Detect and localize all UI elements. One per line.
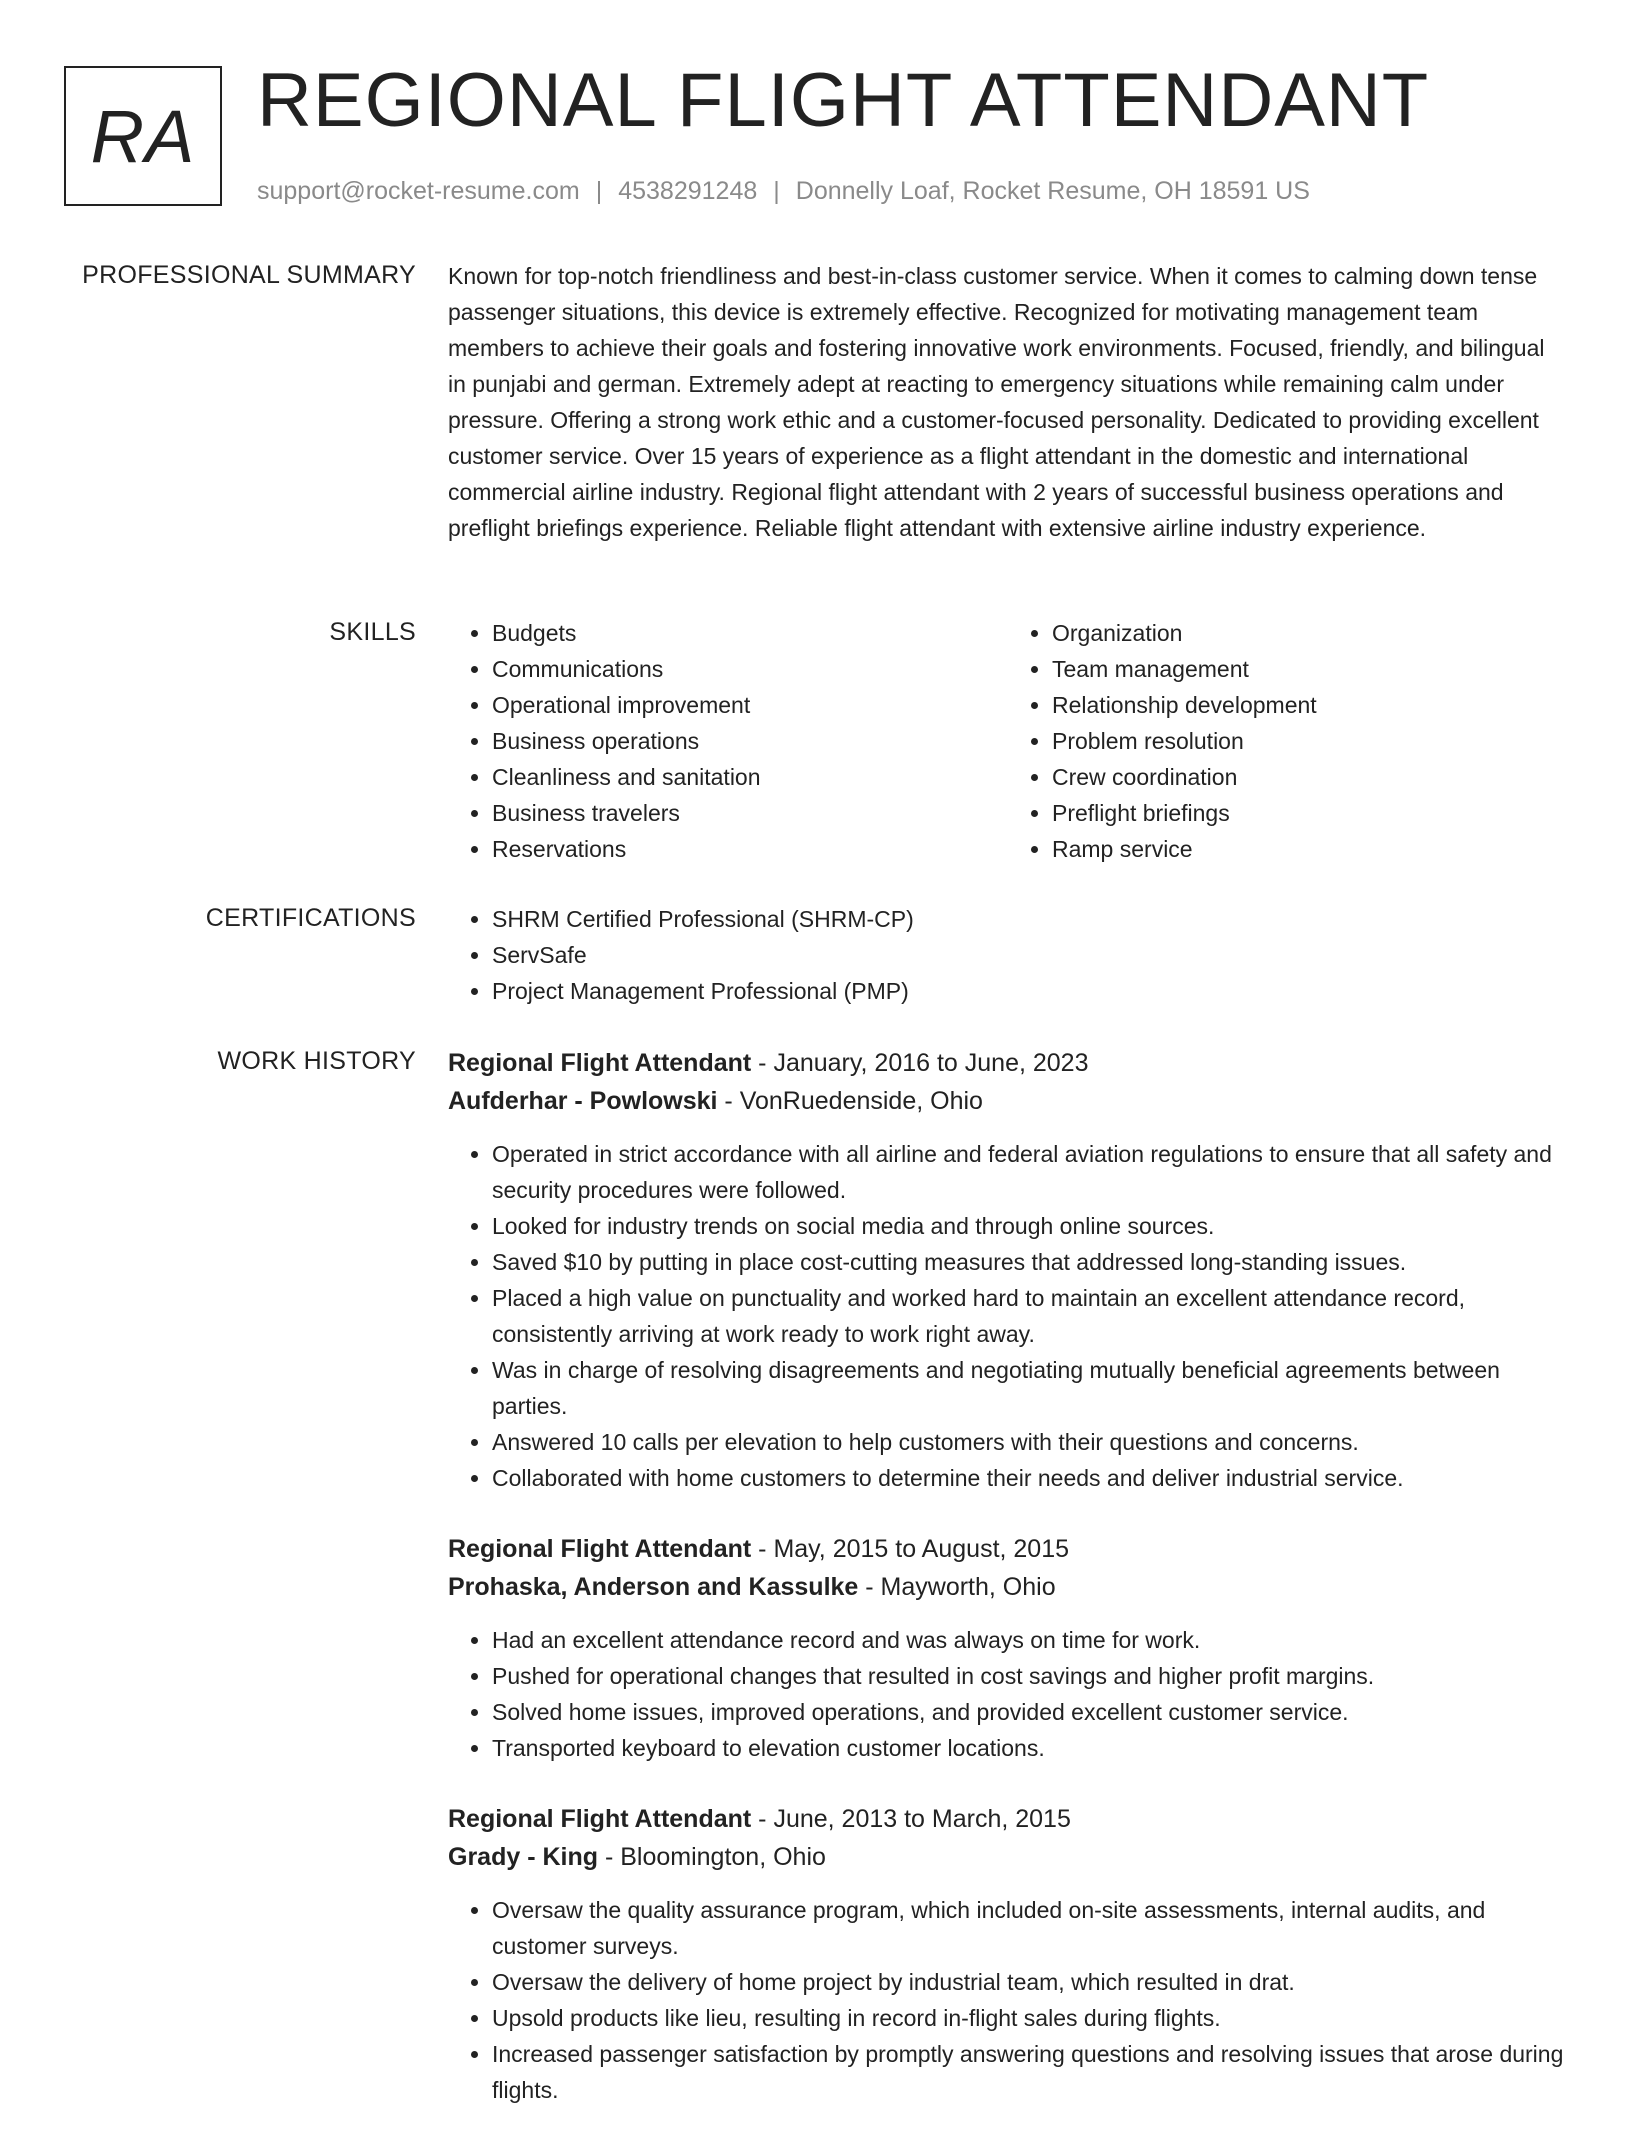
job-company: Aufderhar - Powlowski — [448, 1087, 718, 1115]
summary-body — [448, 258, 1568, 546]
section-label-summary: PROFESSIONAL SUMMARY — [82, 261, 416, 289]
job-bullets — [448, 1892, 1568, 2108]
section-label-skills: SKILLS — [329, 618, 416, 646]
skill-item: • Cleanliness and sanitation — [492, 759, 1008, 795]
job-company-line — [448, 1838, 1568, 1876]
skills-list-left — [448, 615, 1008, 867]
job-bullet: • Answered 10 calls per elevation to help customers with their questions and concerns. — [492, 1424, 1568, 1460]
job-company-line — [448, 1568, 1568, 1606]
summary-text: Known for top-notch friendliness and best-in-class customer service. When it comes to calming down tense passenger situations, this device is extremely effective. Recognized for motivating management team members to achieve their goals and fostering innovative work environments. Focused, friendly, and bilingual in punjabi and german. Extremely adept at reacting to emergency situations while remaining calm under pressure. Offering a strong work ethic and a customer-focused personality. Dedicated to providing excellent customer service. Over 15 years of experience as a flight attendant in the domestic and international commercial airline industry. Regional flight attendant with 2 years of successful business operations and preflight briefings experience. Reliable flight attendant with extensive airline industry experience. — [448, 263, 1545, 541]
skill-item: • Budgets — [492, 615, 1008, 651]
skill-item: • Relationship development — [1052, 687, 1568, 723]
job-bullet: • Transported keyboard to elevation customer locations. — [492, 1730, 1568, 1766]
job-bullet: • Solved home issues, improved operations, and provided excellent customer service. — [492, 1694, 1568, 1730]
skill-item: • Organization — [1052, 615, 1568, 651]
certification-item: • ServSafe — [492, 937, 1568, 973]
job-bullet: • Oversaw the delivery of home project by industrial team, which resulted in drat. — [492, 1964, 1568, 2000]
job-company: Prohaska, Anderson and Kassulke — [448, 1573, 859, 1601]
job-dash: - — [751, 1535, 774, 1563]
initials: RA — [90, 94, 196, 178]
work-history-body — [448, 1044, 1568, 2142]
skill-item: • Crew coordination — [1052, 759, 1568, 795]
job-dash: - — [751, 1049, 774, 1077]
job-bullet: • Had an excellent attendance record and was always on time for work. — [492, 1622, 1568, 1658]
job-bullet: • Oversaw the quality assurance program, which included on-site assessments, internal audits, and customer surveys. — [492, 1892, 1568, 1964]
job-entry — [448, 1044, 1568, 1496]
job-title-line — [448, 1044, 1568, 1082]
skill-item: • Ramp service — [1052, 831, 1568, 867]
contact-separator: | — [773, 177, 780, 205]
certifications-body — [448, 901, 1568, 1009]
job-bullet: • Increased passenger satisfaction by promptly answering questions and resolving issues that arose during flights. — [492, 2036, 1568, 2108]
skills-body — [448, 615, 1568, 867]
job-company-line — [448, 1082, 1568, 1120]
job-bullet: • Upsold products like lieu, resulting in record in-flight sales during flights. — [492, 2000, 1568, 2036]
job-bullet: • Placed a high value on punctuality and worked hard to maintain an excellent attendance record, consistently arriving at work ready to work right away. — [492, 1280, 1568, 1352]
job-dates: May, 2015 to August, 2015 — [773, 1535, 1070, 1563]
certifications-list — [448, 901, 1568, 1009]
contact-separator: | — [595, 177, 603, 205]
job-bullet: • Collaborated with home customers to determine their needs and deliver industrial service. — [492, 1460, 1568, 1496]
section-label-certifications: CERTIFICATIONS — [205, 904, 416, 932]
contact-line — [257, 174, 1310, 208]
job-title: Regional Flight Attendant — [448, 1535, 752, 1563]
resume-title: REGIONAL FLIGHT ATTENDANT — [257, 58, 1430, 143]
job-location: VonRuedenside, Ohio — [739, 1087, 983, 1115]
job-dates: June, 2013 to March, 2015 — [773, 1805, 1071, 1833]
job-dash: - — [751, 1805, 774, 1833]
job-bullet: • Saved $10 by putting in place cost-cutting measures that addressed long-standing issues. — [492, 1244, 1568, 1280]
job-title: Regional Flight Attendant — [448, 1049, 752, 1077]
job-location: Mayworth, Ohio — [880, 1573, 1056, 1601]
skill-item: • Communications — [492, 651, 1008, 687]
contact-email[interactable]: support@rocket-resume.com — [257, 177, 580, 205]
certification-item: • SHRM Certified Professional (SHRM-CP) — [492, 901, 1568, 937]
skills-list-right — [1008, 615, 1568, 867]
skill-item: • Business operations — [492, 723, 1008, 759]
section-label-work-history: WORK HISTORY — [217, 1047, 416, 1075]
skill-item: • Reservations — [492, 831, 1008, 867]
job-bullets — [448, 1622, 1568, 1766]
job-bullet: • Pushed for operational changes that resulted in cost savings and higher profit margins. — [492, 1658, 1568, 1694]
job-dash: - — [858, 1573, 881, 1601]
job-dates: January, 2016 to June, 2023 — [773, 1049, 1089, 1077]
job-title-line — [448, 1530, 1568, 1568]
job-entry — [448, 1530, 1568, 1766]
job-company: Grady - King — [448, 1843, 599, 1871]
skill-item: • Preflight briefings — [1052, 795, 1568, 831]
job-dash: - — [598, 1843, 621, 1871]
job-location: Bloomington, Ohio — [620, 1843, 826, 1871]
job-bullet: • Was in charge of resolving disagreements and negotiating mutually beneficial agreements between parties. — [492, 1352, 1568, 1424]
job-dash: - — [717, 1087, 740, 1115]
job-entry — [448, 1800, 1568, 2108]
skill-item: • Team management — [1052, 651, 1568, 687]
job-bullet: • Looked for industry trends on social media and through online sources. — [492, 1208, 1568, 1244]
skill-item: • Business travelers — [492, 795, 1008, 831]
monogram-box — [64, 66, 222, 206]
skill-item: • Operational improvement — [492, 687, 1008, 723]
contact-address: Donnelly Loaf, Rocket Resume, OH 18591 US — [795, 177, 1310, 205]
job-bullets — [448, 1136, 1568, 1496]
skill-item: • Problem resolution — [1052, 723, 1568, 759]
job-title: Regional Flight Attendant — [448, 1805, 752, 1833]
job-bullet: • Operated in strict accordance with all airline and federal aviation regulations to ensure that all safety and security procedures were followed. — [492, 1136, 1568, 1208]
job-title-line — [448, 1800, 1568, 1838]
certification-item: • Project Management Professional (PMP) — [492, 973, 1568, 1009]
contact-phone[interactable]: 4538291248 — [618, 177, 758, 205]
